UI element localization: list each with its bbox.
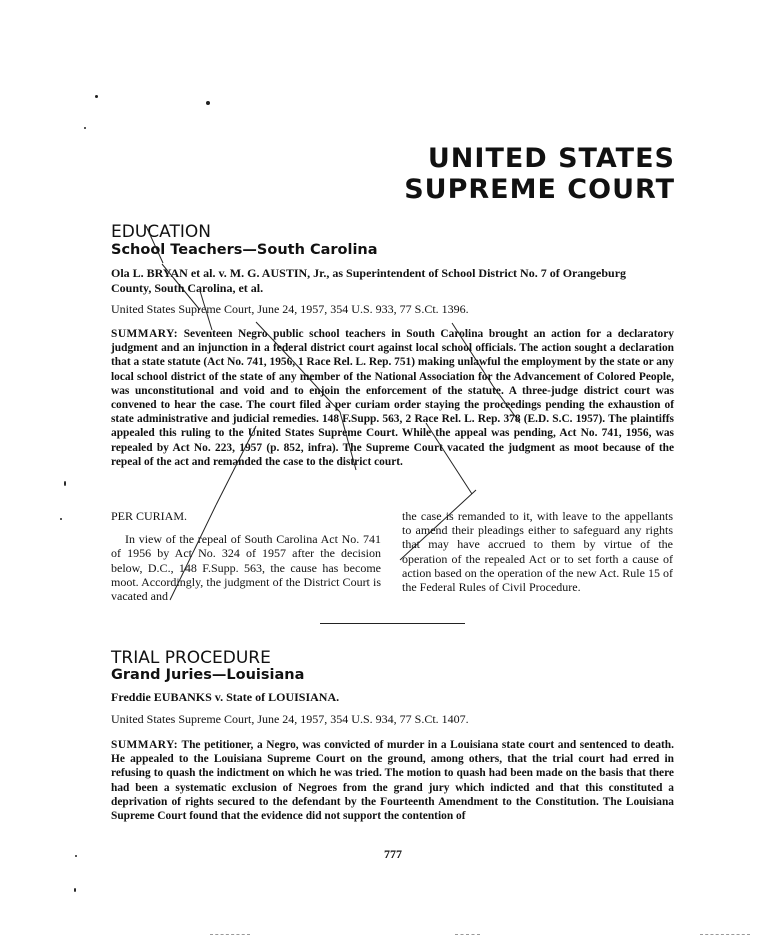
strike-mark — [162, 264, 200, 310]
strike-mark — [292, 360, 340, 412]
strike-mark — [216, 426, 256, 505]
strike-mark — [256, 322, 292, 360]
case1-citation: United States Supreme Court, June 24, 1957, 354 U.S. 933, 77 S.Ct. 1396. — [111, 302, 469, 316]
case1-summary-text: Seventeen Negro public school teachers in South Carolina brought an action for a declaratory judgment and an injunction in a federal district court against local school officials. The action sought a declaration that a state statute (Act No. 741, 1956, 1 Race Rel. L. Rep. 751) making unlawful the employment by the state or any local school district of the state of any member of the National Association for the Advancement of Colored People, was unconstitutional and void and to enjoin the enforcement of the statute. A three-judge district court was convened to hear the case. The court filed a per curiam order staying the proceedings pending the exhaustion of state administrative and judicial remedies. 148 F.Supp. 563, 2 Race Rel. L. Rep. 378 (E.D. S.C. 1957). The plaintiffs appealed this ruling to the United States Supreme Court. While the appeal was pending, Act No. 741, 1956, was repealed by Act No. 223, 1957 (p. 852, infra). The Supreme Court vacated the judgment as moot because of the repeal of the act and remanded the case to the district court. — [111, 328, 674, 468]
case2-parties: Freddie EUBANKS v. State of LOUISIANA. — [111, 690, 340, 704]
scan-speck — [60, 518, 62, 520]
scan-dash — [210, 934, 250, 935]
case1-summary-label: SUMMARY: — [111, 328, 179, 340]
case1-opinion-left-text: In view of the repeal of South Carolina Act No. 741 of 1956 by Act No. 324 of 1957 after the decision below, D.C., 148 F.Supp. 563, the cause has become moot. Accordingly, the judgment of the District Court is vacated and — [111, 532, 381, 604]
case2-category: TRIAL PROCEDURE — [111, 648, 271, 668]
scan-dash — [700, 934, 750, 935]
scan-speck — [75, 855, 77, 857]
page-number: 777 — [384, 847, 402, 861]
strike-mark — [452, 323, 493, 386]
case2-summary-label: SUMMARY: — [111, 739, 179, 751]
scan-speck — [206, 101, 210, 105]
strike-mark — [426, 423, 472, 494]
scan-speck — [74, 888, 76, 892]
case2-subcategory: Grand Juries—Louisiana — [111, 667, 305, 683]
court-title-line-2: SUPREME COURT — [404, 174, 675, 205]
scan-dash — [455, 934, 480, 935]
strike-mark — [340, 412, 356, 470]
strike-mark — [400, 490, 476, 560]
case1-subcategory: School Teachers—South Carolina — [111, 242, 378, 258]
scan-speck — [95, 95, 98, 98]
case1-parties: Ola L. BRYAN et al. v. M. G. AUSTIN, Jr., as Superintendent of School District No. 7 of Orangeburg County, South Carolina, et al. — [111, 266, 627, 295]
strike-mark — [200, 291, 212, 330]
case2-summary-text: The petitioner, a Negro, was convicted of murder in a Louisiana state court and sentenced to death. He appealed to the Louisiana Supreme Court on the ground, among others, that the trial court had erred in refusing to quash the indictment on which he was tried. The motion to quash had been made on the basis that there had been a systematic exclusion of Negroes from the grand jury which indicted and that this constituted a deprivation of rights secured to the defendant by the Fourteenth Amendment to the Constitution. The Louisiana Supreme Court found that the evidence did not support the contention of — [111, 739, 674, 823]
case2-citation: United States Supreme Court, June 24, 1957, 354 U.S. 934, 77 S.Ct. 1407. — [111, 712, 469, 726]
strike-mark — [170, 505, 216, 600]
case1-opinion-heading: PER CURIAM. — [111, 509, 188, 523]
court-title-line-1: UNITED STATES — [427, 143, 675, 174]
strike-mark — [493, 386, 520, 423]
scan-speck — [64, 481, 66, 486]
case1-category: EDUCATION — [111, 222, 211, 242]
case1-opinion-right-text: the case is remanded to it, with leave to the appellants to amend their pleadings either to safeguard any rights that may have accrued to them by virtue of the operation of the repealed Act or to set forth a cause of action based on the operation of the new Act. Rule 15 of the Federal Rules of Civil Procedure. — [402, 509, 673, 595]
scan-speck — [84, 127, 86, 129]
strike-mark — [146, 226, 163, 263]
